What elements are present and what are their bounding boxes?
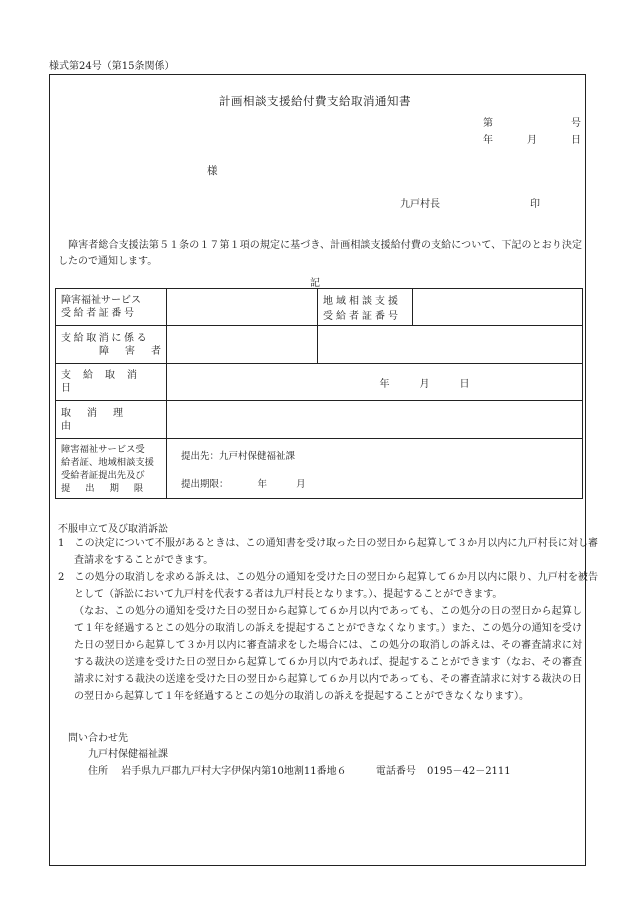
submit-to: 提出先：九戸村保健福祉課 xyxy=(181,450,296,462)
phone-label: 電話番号 xyxy=(375,766,416,777)
appeal-item-2-continuation: （なお、この処分の通知を受けた日の翌日から起算して６か月以内であっても、この処分の日の翌日から起算して１年を経過するとこの処分の取消しの訴えを提起することができなくなります。）また、この処分の通知を受けた日の翌日から起算して３か月以内に審査請求をした場合には、この処分の取消しの訴えは、その審査請求に対する裁決の送達を受けた日の翌日から起算して６か月以内であれば、提起することができます（なお、その審査請求に対する裁決の送達を受けた日の翌日から起算して６か月以内であっても、その審査請求に対する裁決の日の翌日から起算して１年を経過するとこの処分の取消しの訴えを提起することができなくなります）。 xyxy=(74,606,582,702)
table-row xyxy=(56,439,583,499)
service-certificate-label-line1: 障害福祉サービス xyxy=(61,295,141,306)
contact-heading: 問い合わせ先 xyxy=(68,733,128,744)
appeal-item-1: 1 この決定について不服があるときは、この通知書を受け取った日の翌日から起算して３か月以内に九戸村長に対し審査請求をすることができます。 xyxy=(58,538,598,566)
cancel-date-field[interactable] xyxy=(167,364,583,401)
submission-label-line2: 給者証、地域相談支援 xyxy=(61,456,154,468)
submission-label-line1: 障害福祉サービス受 xyxy=(61,443,145,455)
form-number: 様式第24号（第15条関係） xyxy=(49,61,175,72)
details-table xyxy=(55,288,583,499)
table-row xyxy=(56,364,583,401)
document-date-line xyxy=(483,131,581,146)
submission-field xyxy=(167,439,583,499)
service-certificate-label-line2: 受給者証番号 xyxy=(61,308,137,319)
cancel-reason-label: 取消理由 xyxy=(56,401,167,439)
cancel-date-year: 年 xyxy=(379,378,390,390)
submission-label-line4: 提出期限 xyxy=(61,482,159,494)
community-certificate-label-line2: 受給者証番号 xyxy=(323,311,401,322)
deadline-label: 提出期限： xyxy=(181,478,229,490)
disabled-person-label-line1: 支給取消に係る xyxy=(61,332,150,344)
address-value: 岩手県九戸郡九戸村大字伊保内第10地割11番地６ xyxy=(121,766,347,777)
intro-paragraph: 障害者総合支援法第５１条の１７第１項の規定に基づき、計画相談支援給付費の支給について、下記のとおり決定したので通知します。 xyxy=(58,240,582,267)
document-number-line xyxy=(483,114,581,129)
table-row xyxy=(56,401,583,439)
addressee-suffix: 様 xyxy=(207,165,218,177)
number-suffix: 号 xyxy=(571,118,581,129)
disabled-person-extra-field[interactable] xyxy=(318,326,583,364)
appeal-item-2: 2 この処分の取消しを求める訴えは、この処分の通知を受けた日の翌日から起算して６か月以内に限り、九戸村を被告として（訴訟において九戸村を代表する者は九戸村長となります。）、提起することができます。 xyxy=(58,572,598,600)
submission-label xyxy=(56,439,167,499)
issuer-name: 九戸村長 xyxy=(400,199,440,210)
number-prefix: 第 xyxy=(483,118,493,129)
appeal-heading: 不服申立て及び取消訴訟 xyxy=(58,524,168,535)
date-day: 日 xyxy=(571,135,581,146)
disabled-person-label xyxy=(56,326,177,364)
phone-value: 0195－42－2111 xyxy=(427,766,511,777)
contact-department: 九戸村保健福祉課 xyxy=(88,749,168,760)
document-title: 計画相談支援給付費支給取消通知書 xyxy=(219,94,411,108)
ki-label: 記 xyxy=(310,278,320,289)
cancel-date-month: 月 xyxy=(419,378,430,390)
community-certificate-label-line1: 地域相談支援 xyxy=(323,296,401,307)
deadline-month: 月 xyxy=(296,478,306,490)
cancel-date-day: 日 xyxy=(459,378,470,390)
table-row xyxy=(56,289,583,326)
deadline-year: 年 xyxy=(257,478,268,490)
table-row xyxy=(56,326,583,364)
disabled-person-label-line2: 障害者 xyxy=(99,345,177,357)
seal-mark: 印 xyxy=(530,199,540,210)
community-certificate-label xyxy=(318,289,413,326)
service-certificate-label xyxy=(56,289,167,326)
date-month: 月 xyxy=(527,135,537,146)
address-label: 住所 xyxy=(88,766,108,777)
cancel-date-label: 支給取消日 xyxy=(56,364,167,401)
service-certificate-number-field[interactable] xyxy=(167,289,318,326)
community-certificate-number-field[interactable] xyxy=(413,289,583,326)
deadline-line xyxy=(181,476,577,490)
date-year: 年 xyxy=(483,135,493,146)
cancel-reason-field[interactable] xyxy=(167,401,583,439)
disabled-person-field[interactable] xyxy=(167,326,318,364)
contact-address-line xyxy=(88,762,511,777)
submission-label-line3: 受給者証提出先及び xyxy=(61,469,145,481)
